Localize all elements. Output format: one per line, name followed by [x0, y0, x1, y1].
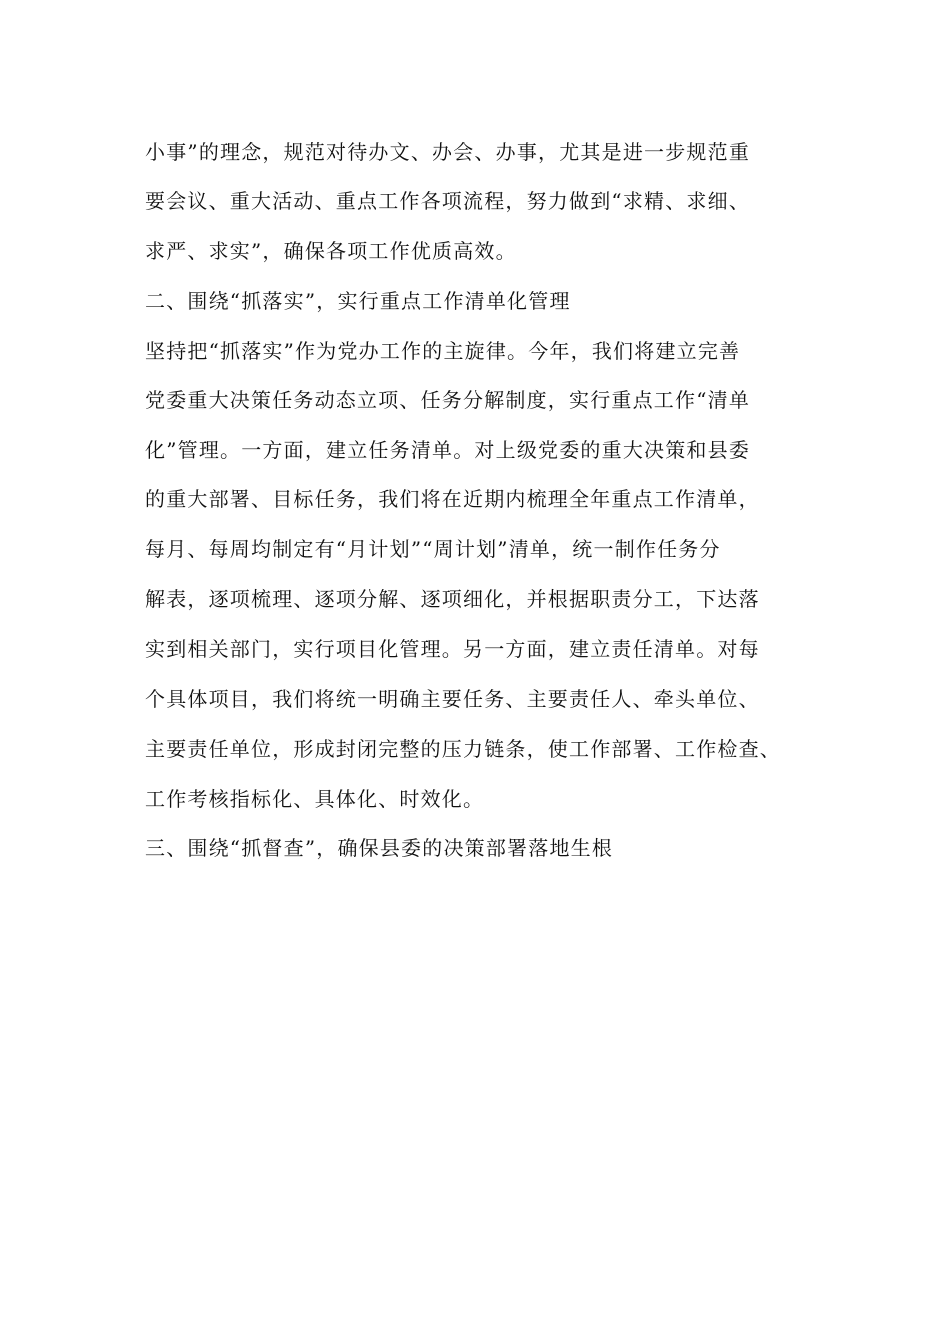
paragraph-line: 解表，逐项梳理、逐项分解、逐项细化，并根据职责分工，下达落	[145, 587, 760, 611]
paragraph-line: 工作考核指标化、具体化、时效化。	[145, 787, 485, 811]
paragraph-line: 坚持把“抓落实”作为党办工作的主旋律。今年，我们将建立完善	[145, 339, 741, 363]
paragraph-line: 小事”的理念，规范对待办文、办会、办事，尤其是进一步规范重	[145, 140, 751, 164]
paragraph-line: 求严、求实”，确保各项工作优质高效。	[145, 239, 517, 263]
paragraph-line: 个具体项目，我们将统一明确主要任务、主要责任人、牵头单位、	[145, 687, 760, 711]
section-heading-two: 二、围绕“抓落实”，实行重点工作清单化管理	[145, 289, 571, 313]
paragraph-line: 的重大部署、目标任务，我们将在近期内梳理全年重点工作清单，	[145, 487, 760, 511]
paragraph-line: 化”管理。一方面，建立任务清单。对上级党委的重大决策和县委	[145, 438, 751, 462]
paragraph-line: 每月、每周均制定有“月计划”“周计划”清单，统一制作任务分	[145, 537, 721, 561]
paragraph-line: 要会议、重大活动、重点工作各项流程，努力做到“求精、求细、	[145, 189, 751, 213]
section-heading-three: 三、围绕“抓督查”，确保县委的决策部署落地生根	[145, 836, 614, 860]
paragraph-line: 实到相关部门，实行项目化管理。另一方面，建立责任清单。对每	[145, 637, 760, 661]
paragraph-line: 党委重大决策任务动态立项、任务分解制度，实行重点工作“清单	[145, 388, 751, 412]
paragraph-line: 主要责任单位，形成封闭完整的压力链条，使工作部署、工作检查、	[145, 737, 781, 761]
